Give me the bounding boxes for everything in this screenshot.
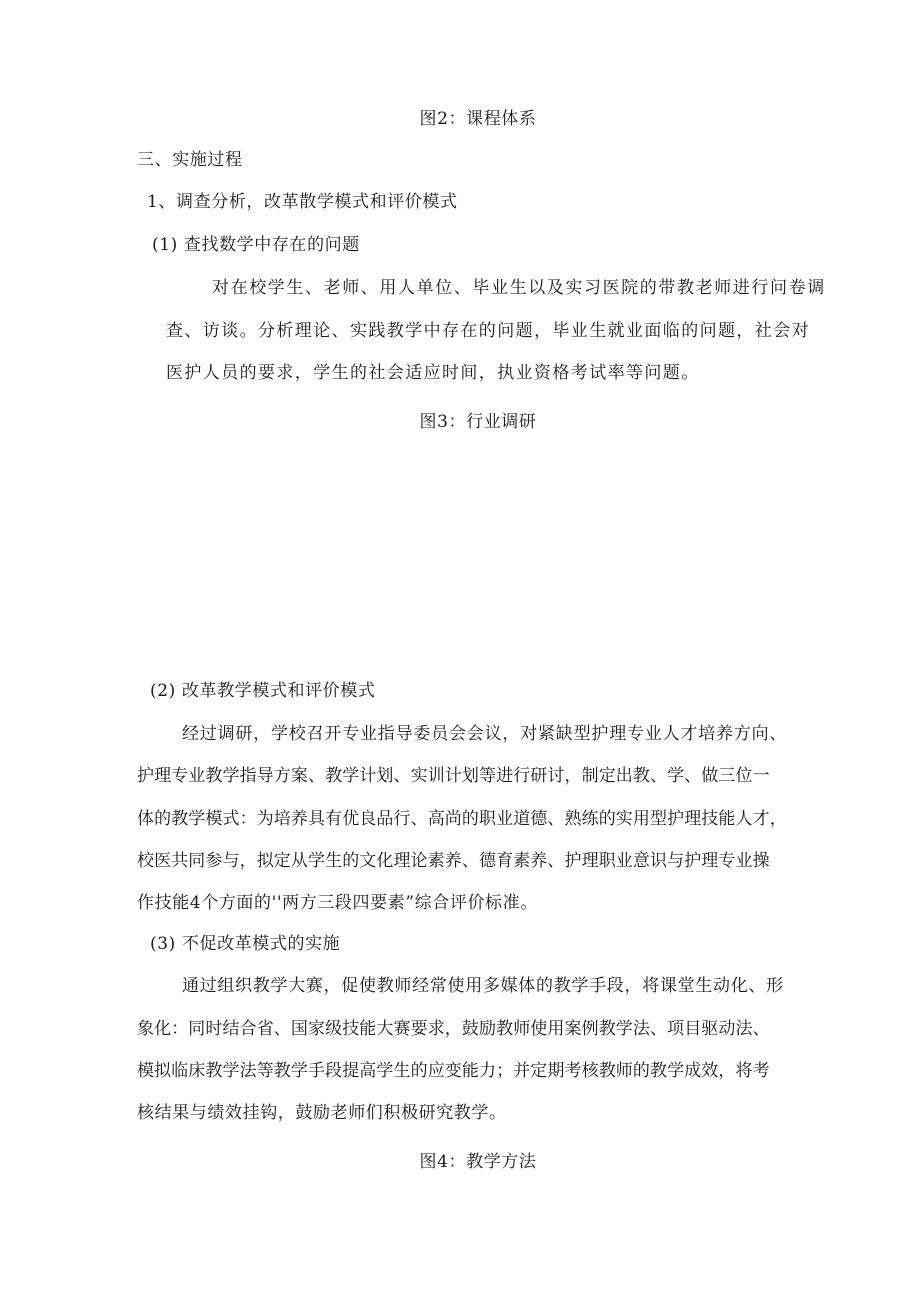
paragraph-line: 医护人员的要求，学生的社会适应时间，执业资格考试率等问题。 xyxy=(166,363,700,383)
paragraph-line: 对在校学生、老师、用人单位、毕业生以及实习医院的带教老师进行问卷调 xyxy=(212,278,826,298)
section-3-heading: 三、实施过程 xyxy=(137,150,243,170)
paragraph-line: 体的教学模式：为培养具有优良品行、高尚的职业道德、熟练的实用型护理技能人才， xyxy=(137,809,787,829)
item-3-heading: (3) 不促改革模式的实施 xyxy=(150,934,341,954)
paragraph-line: 护理专业教学指导方案、教学计划、实训计划等进行研讨，制定出教、学、做三位一 xyxy=(137,766,770,786)
paragraph-line: 核结果与绩效挂钩，鼓励老师们积极研究教学。 xyxy=(137,1103,507,1123)
paragraph-line: 模拟临床教学法等教学手段提高学生的应变能力；并定期考核教师的教学成效，将考 xyxy=(137,1061,770,1081)
paragraph-line: 象化：同时结合省、国家级技能大赛要求，鼓励教师使用案例教学法、项目驱动法、 xyxy=(137,1019,770,1039)
figure-2-caption: 图2：课程体系 xyxy=(419,109,537,129)
paragraph-line: 查、访谈。分析理论、实践教学中存在的问题，毕业生就业面临的问题，社会对 xyxy=(166,321,810,341)
item-2-heading: (2) 改革教学模式和评价模式 xyxy=(150,681,376,701)
paragraph-line: 通过组织教学大赛，促使教师经常使用多媒体的教学手段，将课堂生动化、形 xyxy=(182,976,784,996)
item-1-heading: (1) 查找数学中存在的问题 xyxy=(152,235,360,255)
paragraph-line: 作技能4个方面的''两方三段四要素”综合评价标准。 xyxy=(137,893,538,913)
paragraph-line: 校医共同参与，拟定从学生的文化理论素养、德育素养、护理职业意识与护理专业操 xyxy=(137,851,770,871)
paragraph-line: 经过调研，学校召开专业指导委员会会议，对紧缺型护理专业人才培养方向、 xyxy=(182,724,788,744)
subsection-1-heading: 1、调查分析，改革散学模式和评价模式 xyxy=(147,192,458,212)
figure-4-caption: 图4：教学方法 xyxy=(419,1152,537,1172)
figure-3-caption: 图3：行业调研 xyxy=(419,412,537,432)
